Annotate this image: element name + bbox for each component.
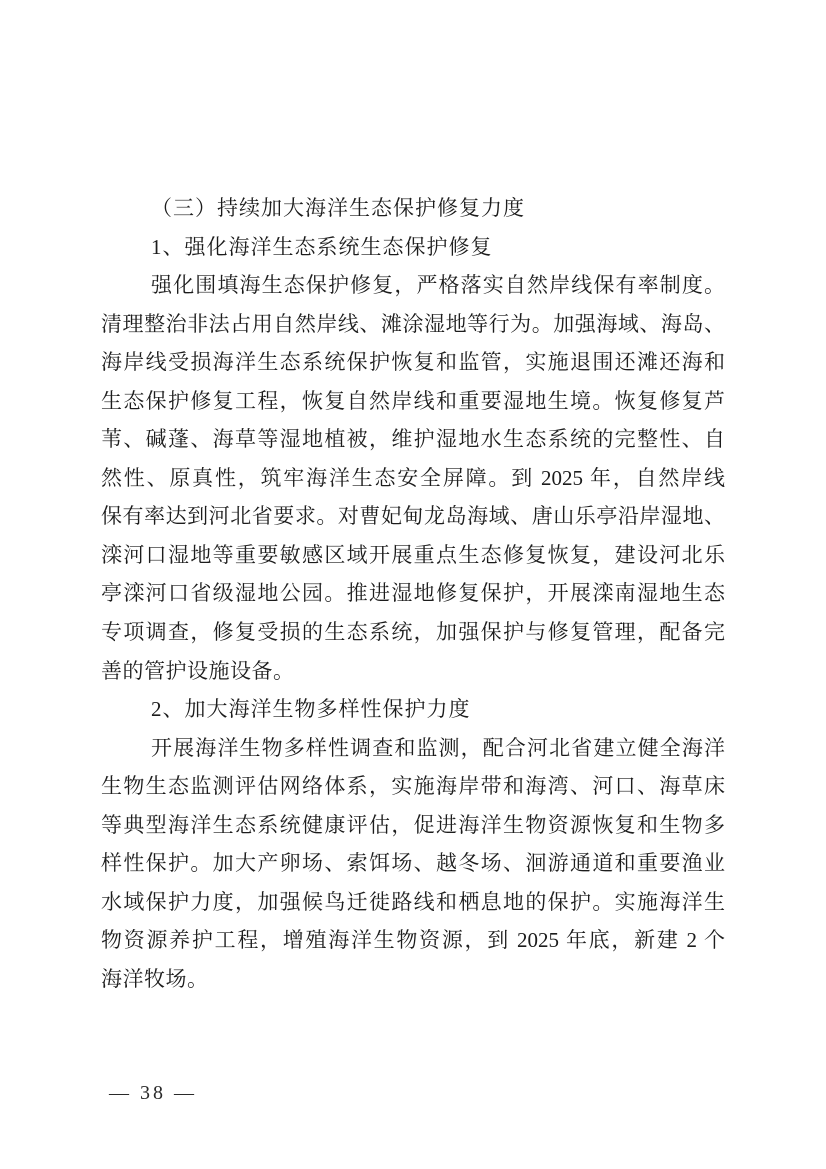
subheading-line: 1、强化海洋生态系统生态保护修复 [151, 234, 493, 259]
text-line: 专项调查，修复受损的生态系统，加强保护与修复管理，配备完 [101, 620, 725, 645]
text-line: 生态保护修复工程，恢复自然岸线和重要湿地生境。恢复修复芦 [101, 388, 725, 413]
text-line: 等典型海洋生态系统健康评估，促进海洋生物资源恢复和生物多 [101, 812, 725, 837]
text-line: 物资源养护工程，增殖海洋生物资源，到 2025 年底，新建 2 个 [101, 928, 725, 953]
text-line: 强化围填海生态保护修复，严格落实自然岸线保有率制度。 [151, 273, 725, 298]
text-line: 善的管护设施设备。 [101, 658, 295, 683]
subheading-line: 2、加大海洋生物多样性保护力度 [151, 697, 471, 722]
text-line: 清理整治非法占用自然岸线、滩涂湿地等行为。加强海域、海岛、 [101, 311, 725, 336]
text-line: 苇、碱蓬、海草等湿地植被，维护湿地水生态系统的完整性、自 [101, 427, 725, 452]
heading-line: （三）持续加大海洋生态保护修复力度 [151, 196, 525, 220]
text-line: 水域保护力度，加强候鸟迁徙路线和栖息地的保护。实施海洋生 [101, 889, 725, 914]
text-line: 生物生态监测评估网络体系，实施海岸带和海湾、河口、海草床 [101, 774, 725, 799]
text-line: 样性保护。加大产卵场、索饵场、越冬场、洄游通道和重要渔业 [101, 851, 725, 876]
text-line: 海洋牧场。 [101, 966, 209, 991]
text-line: 然性、原真性，筑牢海洋生态安全屏障。到 2025 年，自然岸线 [101, 465, 725, 490]
text-column [101, 189, 725, 998]
text-line: 滦河口湿地等重要敏感区域开展重点生态修复恢复，建设河北乐 [101, 542, 725, 567]
text-line: 海岸线受损海洋生态系统保护恢复和监管，实施退围还滩还海和 [101, 350, 725, 375]
text-line: 保有率达到河北省要求。对曹妃甸龙岛海域、唐山乐亭沿岸湿地、 [101, 504, 725, 529]
page-number: — 38 — [109, 1082, 197, 1104]
text-line: 开展海洋生物多样性调查和监测，配合河北省建立健全海洋 [151, 735, 725, 760]
text-line: 亭滦河口省级湿地公园。推进湿地修复保护，开展滦南湿地生态 [101, 581, 725, 606]
